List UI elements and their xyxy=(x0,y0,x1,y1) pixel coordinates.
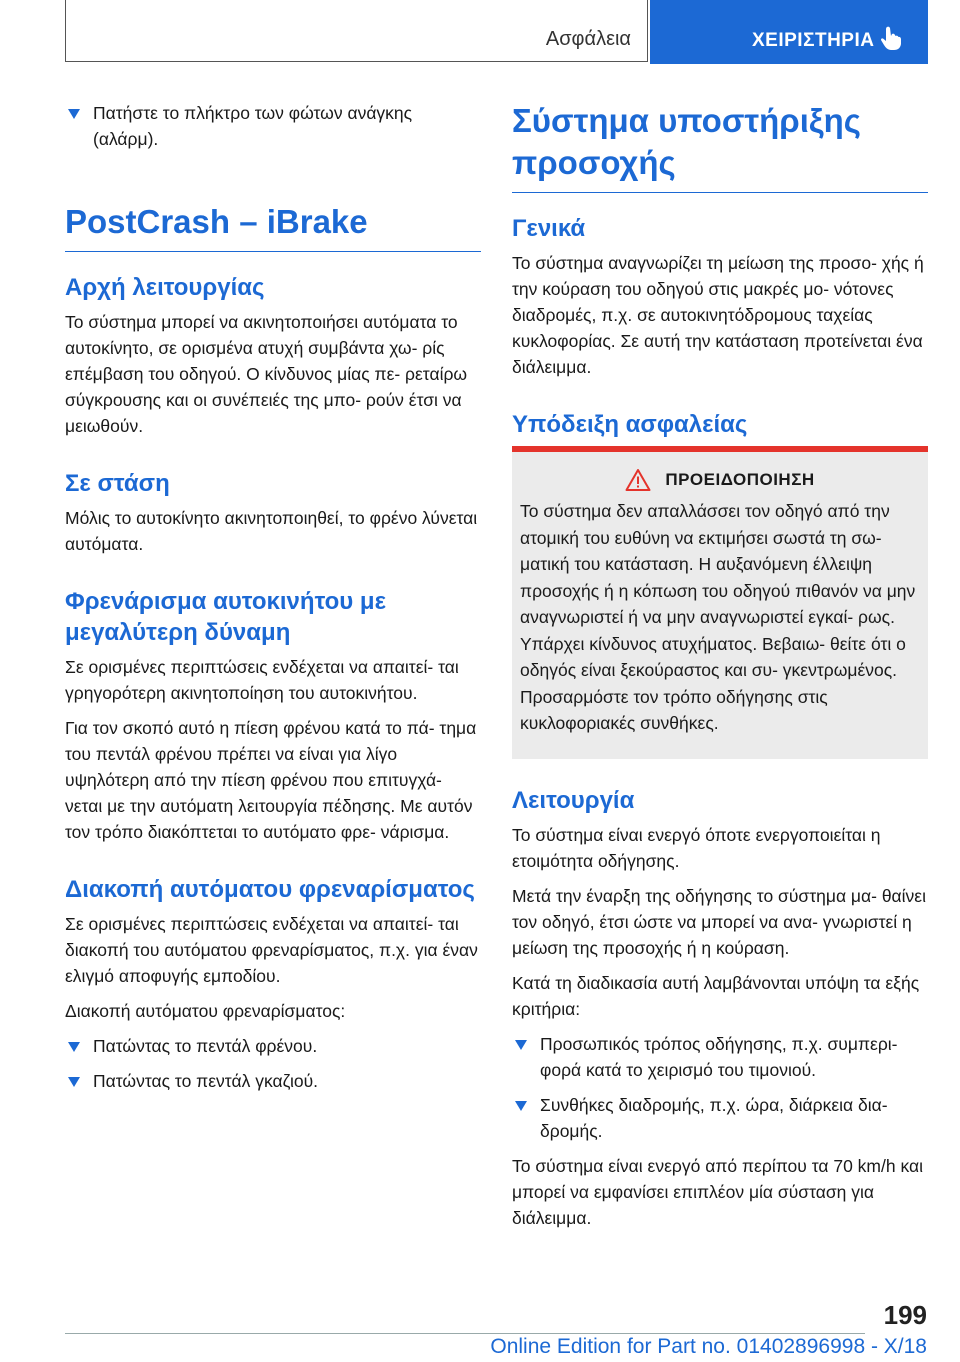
paragraph: Κατά τη διαδικασία αυτή λαμβάνονται υπόψη τα εξής κριτήρια: xyxy=(512,972,920,1019)
paragraph: Σε ορισμένες περιπτώσεις ενδέχεται να απαιτεί‐ ται γρηγορότερη ακινητοποίηση του αυτοκινήτου. xyxy=(65,657,459,703)
list-item: Προσωπικός τρόπος οδήγησης, π.χ. συμπερι‐ φορά κατά το χειρισμό του τιμονιού. xyxy=(512,1031,928,1083)
paragraph: Το σύστημα είναι ενεργό από περίπου τα 70 km/h και μπορεί να εμφανίσει επιπλέον μία σύσταση για διάλειμμα. xyxy=(512,1155,923,1228)
paragraph: Το σύστημα αναγνωρίζει τη μείωση της προσο‐ χής ή την κούραση του οδηγού στις μακρές μο‐ νότονες διαδρομές, π.χ. σε αυτοκινητόδρομους ταχείας κυκλοφορίας. Σε αυτή την κατάσταση προτείνεται ένα διάλειμμα. xyxy=(512,253,924,377)
header-section-label: Ασφάλεια xyxy=(545,28,631,50)
list-item: Συνθήκες διαδρομής, π.χ. ώρα, διάρκεια δια‐ δρομής. xyxy=(512,1092,928,1144)
paragraph: Το σύστημα μπορεί να ακινητοποιήσει αυτόματα το αυτοκίνητο, σε ορισμένα ατυχή συμβάντα χω‐ ρίς επέμβαση του οδηγού. Ο κίνδυνος μίας πε‐ ρεταίρω σύγκρουσης και οι συνέπειές της μπο‐ ρούν έτσι να μειωθούν. xyxy=(65,312,468,436)
right-column xyxy=(512,100,928,1240)
heading-function: Λειτουργία xyxy=(512,786,635,814)
paragraph: Μετά την έναρξη της οδήγησης το σύστημα μα‐ θαίνει τον οδηγό, έτσι ώστε να μπορεί να ανα‐ γνωριστεί η μείωση της προσοχής ή η κούραση. xyxy=(512,885,927,958)
section-title-attention-assist: Σύστημα υποστήριξης προσοχής xyxy=(512,100,928,193)
paragraph: Για τον σκοπό αυτό η πίεση φρένου κατά το πά‐ τημα του πεντάλ φρένου πρέπει να είναι για λίγο υψηλότερη από την πίεση φρένου που επιτυγχά‐ νεται με την αυτόματη λειτουργία πέδησης. Με αυτόν τον τρόπο διακόπτεται το αυτόματο φρε‐ νάρισμα. xyxy=(65,718,477,842)
hand-pointer-icon xyxy=(878,24,906,52)
heading-safety-note: Υπόδειξη ασφαλείας xyxy=(512,411,748,438)
list-item: Πατώντας το πεντάλ γκαζιού. xyxy=(65,1068,481,1094)
paragraph: Το σύστημα είναι ενεργό όποτε ενεργοποιείται η ετοιμότητα οδήγησης. xyxy=(512,824,881,871)
paragraph: Διακοπή αυτόματου φρεναρίσματος: xyxy=(65,1001,346,1021)
warning-box xyxy=(512,446,928,759)
header-chapter-tab[interactable] xyxy=(650,0,928,64)
page-header xyxy=(65,0,928,64)
warning-title: ΠΡΟΕΙΔΟΠΟΙΗΣΗ xyxy=(665,470,815,489)
page-number: 199 xyxy=(883,1300,927,1330)
list-item: Πατώντας το πεντάλ φρένου. xyxy=(65,1033,481,1059)
heading-general: Γενικά xyxy=(512,215,586,242)
warning-header xyxy=(520,468,920,492)
footer-edition: Online Edition for Part no. 01402896998 - X/18 xyxy=(490,1335,927,1358)
heading-stronger-braking: Φρενάρισμα αυτοκινήτου με μεγαλύτερη δύναμη xyxy=(65,588,386,646)
footer-divider xyxy=(65,1333,865,1334)
heading-principle: Αρχή λειτουργίας xyxy=(65,274,265,301)
header-section-box xyxy=(65,0,648,62)
header-chapter-label: ΧΕΙΡΙΣΤΗΡΙΑ xyxy=(752,30,875,51)
warning-text: Το σύστημα δεν απαλλάσσει τον οδηγό από την ατομική του ευθύνη να εκτιμήσει σωστά τη σω‐ ματική του κατάσταση. Η αυξανόμενη έλλειψη προσοχής ή η κόπωση του οδηγού πιθανόν να μην αναγνωριστεί ή να μην αναγνωριστεί εγκαί‐ ρως. Υπάρχει κίνδυνος ατυχήματος. Βεβαιω‐ θείτε ότι ο οδηγός είναι ξεκούραστος και συ‐ γκεντρωμένος. Προσαρμόστε τον τρόπο οδήγησης στις κυκλοφοριακές συνθήκες. xyxy=(520,501,916,733)
paragraph: Μόλις το αυτοκίνητο ακινητοποιηθεί, το φρένο λύνεται αυτόματα. xyxy=(65,508,478,554)
heading-standstill: Σε στάση xyxy=(65,470,170,497)
section-title-postcrash: PostCrash – iBrake xyxy=(65,201,481,252)
paragraph: Σε ορισμένες περιπτώσεις ενδέχεται να απαιτεί‐ ται διακοπή του αυτόματου φρεναρίσματος, π.χ. για έναν ελιγμό αποφυγής εμποδίου. xyxy=(65,914,478,986)
left-column xyxy=(65,100,481,1103)
list-item: Πατήστε το πλήκτρο των φώτων ανάγκης (αλάρμ). xyxy=(65,100,481,152)
warning-triangle-icon xyxy=(625,468,651,492)
heading-interrupt-braking: Διακοπή αυτόματου φρεναρίσματος xyxy=(65,876,475,903)
